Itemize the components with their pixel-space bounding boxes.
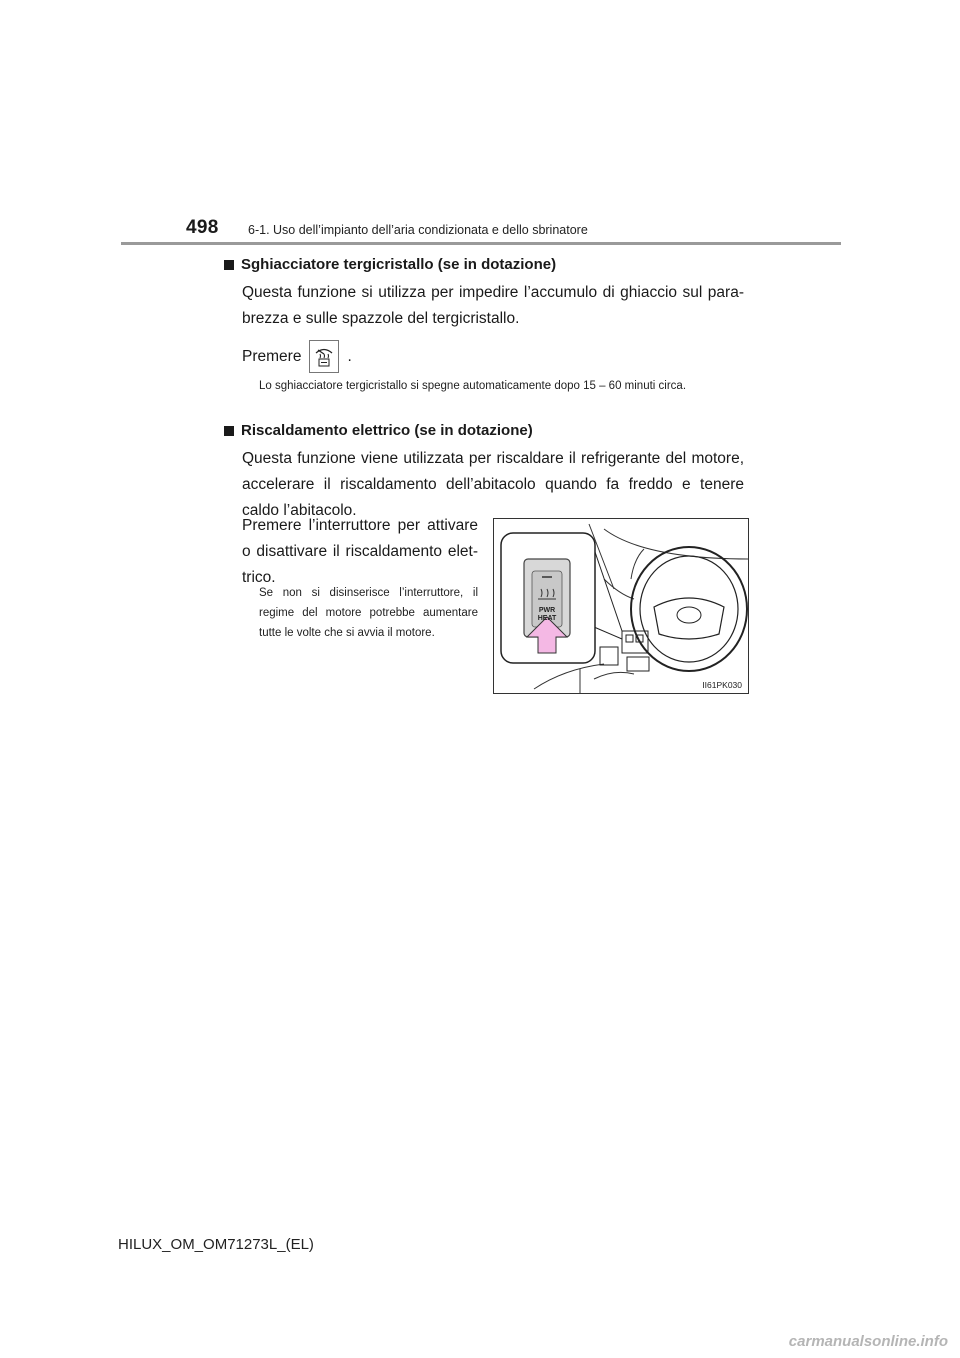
section-heading-wiper-deicer [224,256,556,273]
bullet-square-icon [224,426,234,436]
section-title: 6-1. Uso dell’impianto dell’aria condizionata e dello sbrinatore [248,223,588,237]
pwr-heat-switch-illustration [493,518,749,694]
heat-label: HEAT [537,615,557,622]
press-suffix: . [347,347,352,365]
watermark: carmanualsonline.info [788,1333,948,1350]
bullet-square-icon [224,260,234,270]
heading-text: Sghiacciatore tergicristallo (se in dotazione) [241,256,557,273]
wiper-deicer-icon [309,340,339,373]
heading-text: Riscaldamento elettrico (se in dotazione) [241,422,533,439]
electric-heater-description: Questa funzione viene utilizzata per riscaldare il refrigerante del motore, accelerare il riscaldamento dell’abitacolo quando fa freddo e tenere caldo l’abitacolo. [242,450,744,519]
pwr-heat-button-label [524,607,570,623]
header-divider [121,242,841,245]
wiper-deicer-note: Lo sghiacciatore tergicristallo si spegne automaticamente dopo 15 – 60 minuti circa. [259,380,687,392]
press-label: Premere [242,347,302,365]
electric-heater-note: Se non si disinserisce l’interruttore, il regime del motore potrebbe aumentare tutte le volte che si avvia il motore. [259,587,478,639]
electric-heater-instruction: Premere l’interruttore per attivare o disattivare il riscaldamento elet-trico. [242,517,478,586]
wiper-deicer-description: Questa funzione si utilizza per impedire l’accumulo di ghiaccio sul para-brezza e sulle spazzole del tergicristallo. [242,284,744,327]
footer-doc-id: HILUX_OM_OM71273L_(EL) [118,1236,314,1253]
pwr-label: PWR [538,607,556,614]
page-number: 498 [186,217,219,238]
section-heading-electric-heater [224,422,533,439]
press-instruction [242,340,352,373]
figure-code: II61PK030 [702,680,742,690]
